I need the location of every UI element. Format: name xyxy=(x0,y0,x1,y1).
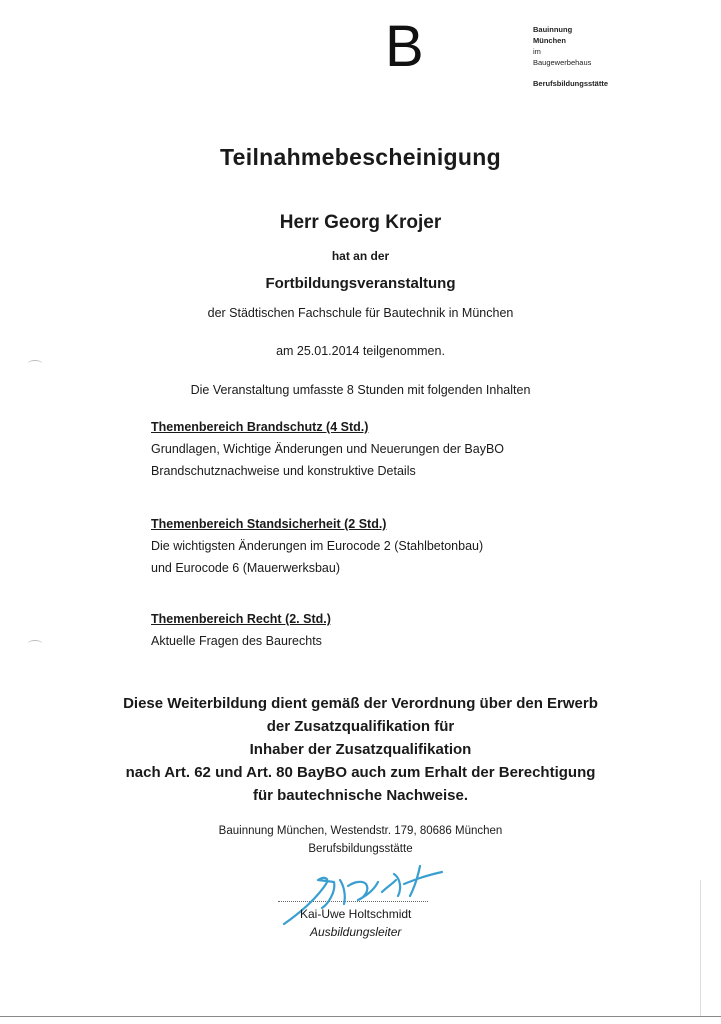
notice-line: der Zusatzqualifikation für xyxy=(266,718,455,735)
issuer-address xyxy=(0,822,721,858)
topic-line: Grundlagen, Wichtige Änderungen und Neuerungen der BayBO xyxy=(151,442,505,456)
scan-edge xyxy=(700,880,701,1016)
org-line: München xyxy=(533,36,566,45)
notice-line: nach Art. 62 und Art. 80 BayBO auch zum Erhalt der Berechtigung xyxy=(125,764,596,781)
topic-heading: Themenbereich Recht (2. Std.) xyxy=(151,612,331,626)
qualification-notice xyxy=(0,692,721,807)
topic-line: und Eurocode 6 (Mauerwerksbau) xyxy=(151,561,340,575)
signer-role: Ausbildungsleiter xyxy=(310,925,402,939)
logo-letter: B xyxy=(385,14,424,79)
topic-section xyxy=(151,416,504,482)
org-line: im xyxy=(533,47,541,56)
page-bottom-edge xyxy=(0,1016,721,1017)
org-line: Baugewerbehaus xyxy=(533,58,592,67)
topic-line: Aktuelle Fragen des Baurechts xyxy=(151,634,322,648)
event-type: Fortbildungsveranstaltung xyxy=(265,275,456,292)
punch-mark xyxy=(28,360,42,367)
organization-block xyxy=(533,24,608,89)
org-subline: Berufsbildungsstätte xyxy=(533,79,609,88)
scope-line: Die Veranstaltung umfasste 8 Stunden mit folgenden Inhalten xyxy=(190,383,531,397)
topic-section xyxy=(151,608,331,652)
topic-line: Die wichtigsten Änderungen im Eurocode 2 (Stahlbetonbau) xyxy=(151,539,484,553)
org-line: Bauinnung xyxy=(533,25,573,34)
event-date: am 25.01.2014 teilgenommen. xyxy=(276,344,445,358)
address-line: Berufsbildungsstätte xyxy=(308,843,413,855)
notice-line: Inhaber der Zusatzqualifikation xyxy=(249,741,472,758)
signer-block xyxy=(300,905,411,941)
school-name: der Städtischen Fachschule für Bautechnik in München xyxy=(207,306,514,320)
topic-heading: Themenbereich Brandschutz (4 Std.) xyxy=(151,420,369,434)
address-line: Bauinnung München, Westendstr. 179, 80686 München xyxy=(218,825,503,837)
notice-line: Diese Weiterbildung dient gemäß der Verordnung über den Erwerb xyxy=(123,695,598,712)
topic-heading: Themenbereich Standsicherheit (2 Std.) xyxy=(151,517,387,531)
signer-name: Kai-Uwe Holtschmidt xyxy=(300,907,412,921)
connector-text: hat an der xyxy=(331,249,390,263)
topic-section xyxy=(151,513,483,579)
punch-mark xyxy=(28,640,42,647)
notice-line: für bautechnische Nachweise. xyxy=(252,787,469,804)
document-title: Teilnahmebescheinigung xyxy=(220,144,501,170)
topic-line: Brandschutznachweise und konstruktive Details xyxy=(151,464,416,478)
participant-name: Herr Georg Krojer xyxy=(279,212,442,233)
